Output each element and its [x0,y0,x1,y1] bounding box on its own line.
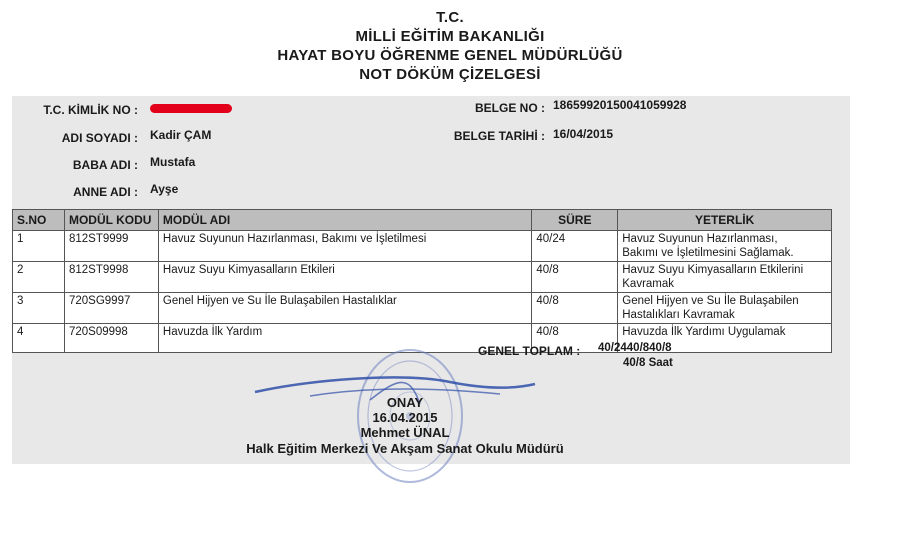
certificate-no-value: 18659920150041059928 [553,98,687,112]
column-header-competence: YETERLİK [618,210,832,231]
competence-line-1: Havuzda İlk Yardımı Uygulamak [622,326,786,338]
name-value: Kadir ÇAM [150,128,212,142]
column-header-code: MODÜL KODU [64,210,158,231]
grand-total-value: 40/2440/840/8 [598,342,672,354]
approval-title: ONAY [386,395,424,410]
competence-line-2: Hastalıkları Kavramak [622,309,735,321]
redacted-tc-number [150,104,232,113]
mother-value: Ayşe [150,182,179,196]
table-row [13,262,832,293]
row-name: Havuzda İlk Yardım [158,324,531,353]
header-ministry: MİLLİ EĞİTİM BAKANLIĞI [355,28,545,45]
row-duration: 40/24 [532,231,618,262]
document-header [0,8,900,84]
table-row [13,231,832,262]
certificate-no-label: BELGE NO : [474,101,545,115]
row-code: 812ST9999 [64,231,158,262]
row-duration: 40/8 [532,324,618,353]
row-no: 3 [13,293,65,324]
row-no: 2 [13,262,65,293]
row-no: 4 [13,324,65,353]
row-duration: 40/8 [532,262,618,293]
mother-label: ANNE ADI : [73,185,138,199]
column-header-no: S.NO [13,210,65,231]
competence-line-1: Genel Hijyen ve Su İle Bulaşabilen [622,295,799,307]
row-no: 1 [13,231,65,262]
row-code: 812ST9998 [64,262,158,293]
row-competence [618,231,832,262]
approval-signer-name: Mehmet ÜNAL [360,425,450,440]
grand-total-hours: 40/8 Saat [623,357,673,369]
name-label: ADI SOYADI : [61,131,138,145]
row-name: Havuz Suyu Kimyasalların Etkileri [158,262,531,293]
grand-total-label: GENEL TOPLAM : [478,344,581,358]
table-row [13,293,832,324]
header-document-title: NOT DÖKÜM ÇİZELGESİ [359,66,541,83]
approval-block [0,395,825,456]
row-name: Havuz Suyunun Hazırlanması, Bakımı ve İşletilmesi [158,231,531,262]
competence-line-2: Bakımı ve İşletilmesini Sağlamak. [622,247,794,259]
module-table [12,209,832,353]
column-header-name: MODÜL ADI [158,210,531,231]
row-competence [618,293,832,324]
competence-line-1: Havuz Suyunun Hazırlanması, [622,233,778,245]
certificate-date-label: BELGE TARİHİ : [453,129,545,143]
header-tc: T.C. [436,9,464,26]
competence-line-2: Kavramak [622,278,675,290]
row-duration: 40/8 [532,293,618,324]
approval-date: 16.04.2015 [372,410,438,425]
approval-signer-position: Halk Eğitim Merkezi Ve Akşam Sanat Okulu Müdürü [246,441,564,456]
table-header-row [13,210,832,231]
certificate-date-value: 16/04/2015 [553,127,614,141]
father-value: Mustafa [150,155,196,169]
tc-label: T.C. KİMLİK NO : [43,103,138,117]
competence-line-1: Havuz Suyu Kimyasalların Etkilerini [622,264,804,276]
row-competence [618,262,832,293]
column-header-duration: SÜRE [532,210,618,231]
row-name: Genel Hijyen ve Su İle Bulaşabilen Hastalıklar [158,293,531,324]
father-label: BABA ADI : [72,158,138,172]
header-directorate: HAYAT BOYU ÖĞRENME GENEL MÜDÜRLÜĞÜ [277,47,623,64]
row-code: 720SG9997 [64,293,158,324]
row-code: 720S09998 [64,324,158,353]
